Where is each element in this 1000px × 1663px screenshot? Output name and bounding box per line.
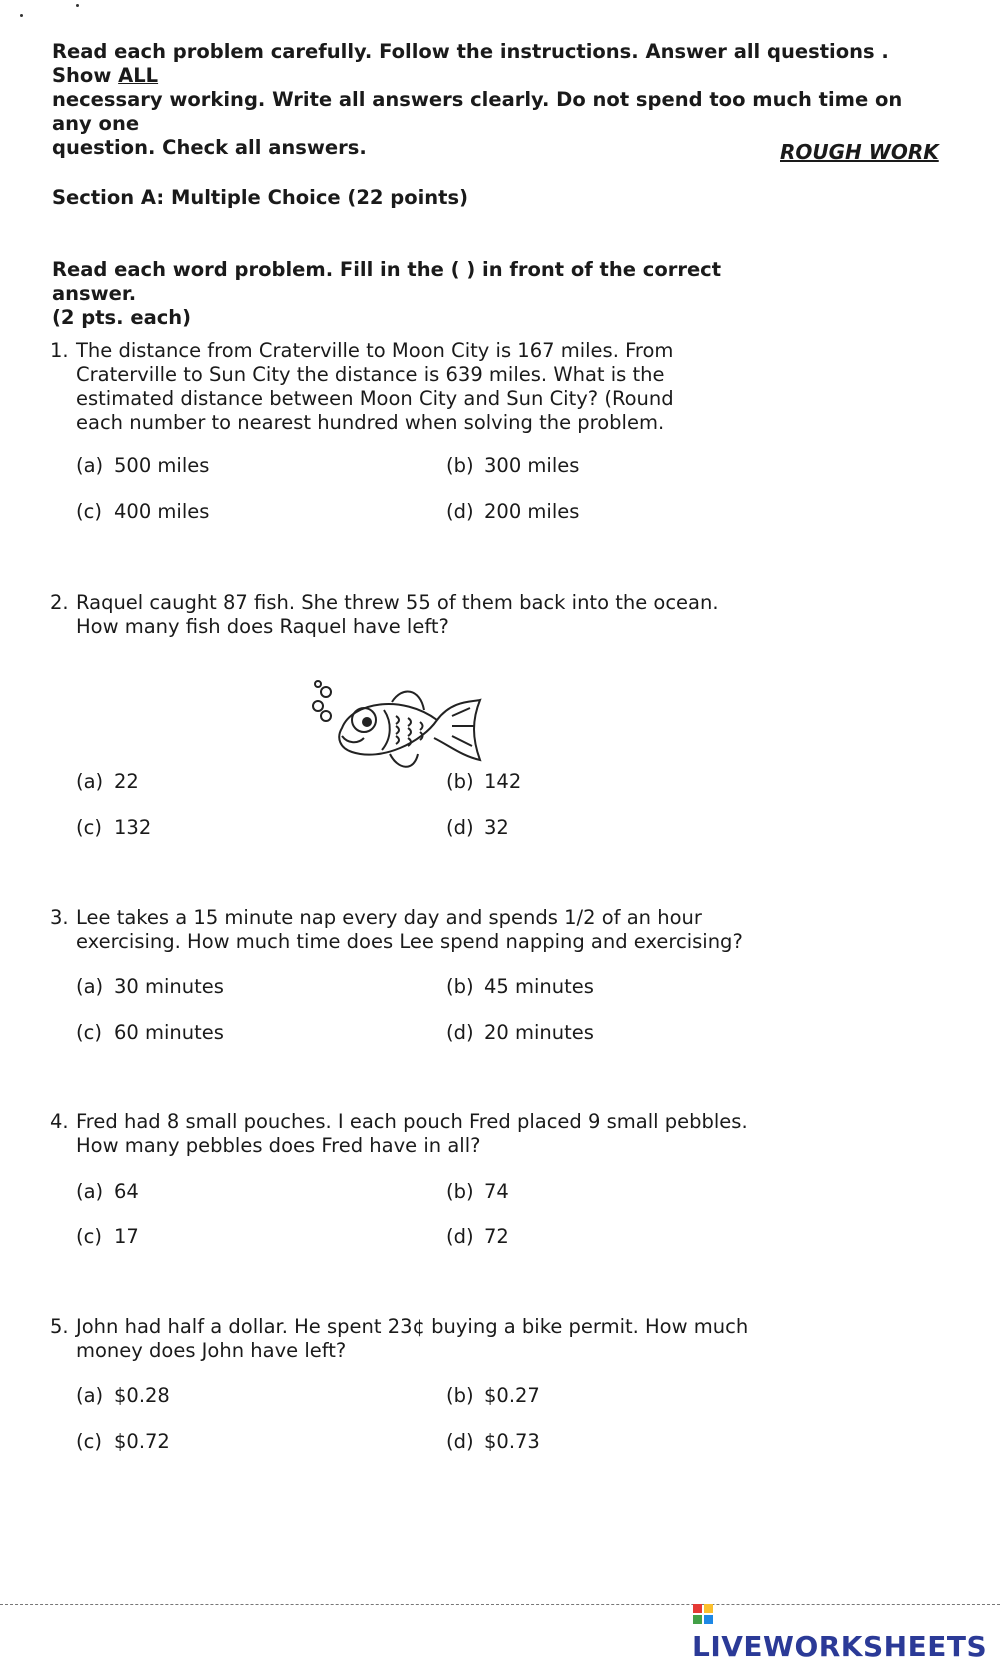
option-label: (c) bbox=[76, 816, 102, 839]
question-2 bbox=[50, 591, 750, 639]
option-label: (a) bbox=[76, 1180, 104, 1203]
question-number: 3. bbox=[50, 906, 69, 929]
question-line: money does John have left? bbox=[76, 1339, 347, 1362]
brand-name: LIVEWORKSHEETS bbox=[692, 1630, 988, 1663]
option-label: (a) bbox=[76, 454, 104, 477]
option-label: (d) bbox=[446, 816, 474, 839]
option-3d[interactable] bbox=[446, 1021, 594, 1044]
option-2d[interactable] bbox=[446, 816, 509, 839]
option-4d[interactable] bbox=[446, 1225, 509, 1248]
question-number: 2. bbox=[50, 591, 69, 614]
option-4c[interactable] bbox=[76, 1225, 139, 1248]
option-text: 132 bbox=[114, 816, 152, 839]
option-text: 64 bbox=[114, 1180, 139, 1203]
option-1d[interactable] bbox=[446, 500, 579, 523]
option-1a[interactable] bbox=[76, 454, 209, 477]
option-label: (c) bbox=[76, 500, 102, 523]
option-text: 30 minutes bbox=[114, 975, 224, 998]
question-3 bbox=[50, 906, 750, 954]
question-line: The distance from Craterville to Moon City is 167 miles. From bbox=[76, 339, 674, 362]
read-instruction-line-1: Read each word problem. Fill in the ( ) in front of the correct answer. bbox=[52, 258, 722, 305]
question-line: How many fish does Raquel have left? bbox=[76, 615, 449, 638]
option-2c[interactable] bbox=[76, 816, 151, 839]
option-text: $0.72 bbox=[114, 1430, 170, 1453]
question-line: exercising. How much time does Lee spend napping and exercising? bbox=[76, 930, 743, 953]
read-instruction bbox=[52, 258, 752, 330]
option-text: 400 miles bbox=[114, 500, 210, 523]
option-5b[interactable] bbox=[446, 1384, 540, 1407]
option-text: 32 bbox=[484, 816, 509, 839]
instructions-line-3: question. Check all answers. bbox=[52, 136, 367, 159]
question-line: each number to nearest hundred when solving the problem. bbox=[76, 411, 665, 434]
option-label: (d) bbox=[446, 1430, 474, 1453]
question-1 bbox=[50, 339, 750, 435]
question-5 bbox=[50, 1315, 750, 1363]
question-line: How many pebbles does Fred have in all? bbox=[76, 1134, 481, 1157]
scan-speck bbox=[20, 14, 23, 17]
option-2b[interactable] bbox=[446, 770, 521, 793]
option-text: 45 minutes bbox=[484, 975, 594, 998]
option-text: 72 bbox=[484, 1225, 509, 1248]
read-instruction-line-2: (2 pts. each) bbox=[52, 306, 192, 329]
option-label: (d) bbox=[446, 500, 474, 523]
question-number: 5. bbox=[50, 1315, 69, 1338]
option-text: 20 minutes bbox=[484, 1021, 594, 1044]
question-line: estimated distance between Moon City and Sun City? (Round bbox=[76, 387, 674, 410]
instructions-line-2: necessary working. Write all answers clearly. Do not spend too much time on any one bbox=[52, 88, 903, 135]
liveworksheets-logo bbox=[692, 1597, 1000, 1663]
liveworksheets-logo-icon bbox=[692, 1603, 714, 1625]
option-label: (b) bbox=[446, 975, 474, 998]
option-5a[interactable] bbox=[76, 1384, 170, 1407]
option-text: 17 bbox=[114, 1225, 139, 1248]
option-label: (c) bbox=[76, 1225, 102, 1248]
question-line: Craterville to Sun City the distance is 639 miles. What is the bbox=[76, 363, 665, 386]
question-4 bbox=[50, 1110, 750, 1158]
section-title: Section A: Multiple Choice (22 points) bbox=[52, 186, 469, 209]
question-number: 1. bbox=[50, 339, 69, 362]
question-line: Raquel caught 87 fish. She threw 55 of them back into the ocean. bbox=[76, 591, 719, 614]
option-label: (b) bbox=[446, 454, 474, 477]
show-all-emphasis: ALL bbox=[118, 64, 159, 87]
option-1c[interactable] bbox=[76, 500, 209, 523]
option-2a[interactable] bbox=[76, 770, 139, 793]
option-text: 200 miles bbox=[484, 500, 580, 523]
option-5c[interactable] bbox=[76, 1430, 170, 1453]
option-4b[interactable] bbox=[446, 1180, 509, 1203]
scan-speck bbox=[76, 4, 79, 7]
question-line: Lee takes a 15 minute nap every day and spends 1/2 of an hour bbox=[76, 906, 702, 929]
option-label: (b) bbox=[446, 1180, 474, 1203]
option-1b[interactable] bbox=[446, 454, 579, 477]
option-3b[interactable] bbox=[446, 975, 594, 998]
option-text: 500 miles bbox=[114, 454, 210, 477]
option-label: (a) bbox=[76, 975, 104, 998]
option-label: (a) bbox=[76, 1384, 104, 1407]
question-number: 4. bbox=[50, 1110, 69, 1133]
option-label: (c) bbox=[76, 1430, 102, 1453]
question-line: John had half a dollar. He spent 23¢ buying a bike permit. How much bbox=[76, 1315, 749, 1338]
option-text: $0.28 bbox=[114, 1384, 170, 1407]
option-text: 300 miles bbox=[484, 454, 580, 477]
option-label: (d) bbox=[446, 1225, 474, 1248]
option-text: $0.27 bbox=[484, 1384, 540, 1407]
option-5d[interactable] bbox=[446, 1430, 540, 1453]
option-label: (a) bbox=[76, 770, 104, 793]
option-label: (d) bbox=[446, 1021, 474, 1044]
option-label: (c) bbox=[76, 1021, 102, 1044]
option-text: $0.73 bbox=[484, 1430, 540, 1453]
option-text: 74 bbox=[484, 1180, 509, 1203]
fish-illustration bbox=[312, 680, 492, 780]
rough-work-heading: ROUGH WORK bbox=[780, 140, 939, 164]
option-3a[interactable] bbox=[76, 975, 224, 998]
option-label: (b) bbox=[446, 1384, 474, 1407]
option-label: (b) bbox=[446, 770, 474, 793]
option-4a[interactable] bbox=[76, 1180, 139, 1203]
option-text: 60 minutes bbox=[114, 1021, 224, 1044]
question-line: Fred had 8 small pouches. I each pouch Fred placed 9 small pebbles. bbox=[76, 1110, 748, 1133]
option-text: 22 bbox=[114, 770, 139, 793]
option-3c[interactable] bbox=[76, 1021, 224, 1044]
instructions-line-1: Read each problem carefully. Follow the instructions. Answer all questions . Show bbox=[52, 40, 889, 87]
option-text: 142 bbox=[484, 770, 522, 793]
